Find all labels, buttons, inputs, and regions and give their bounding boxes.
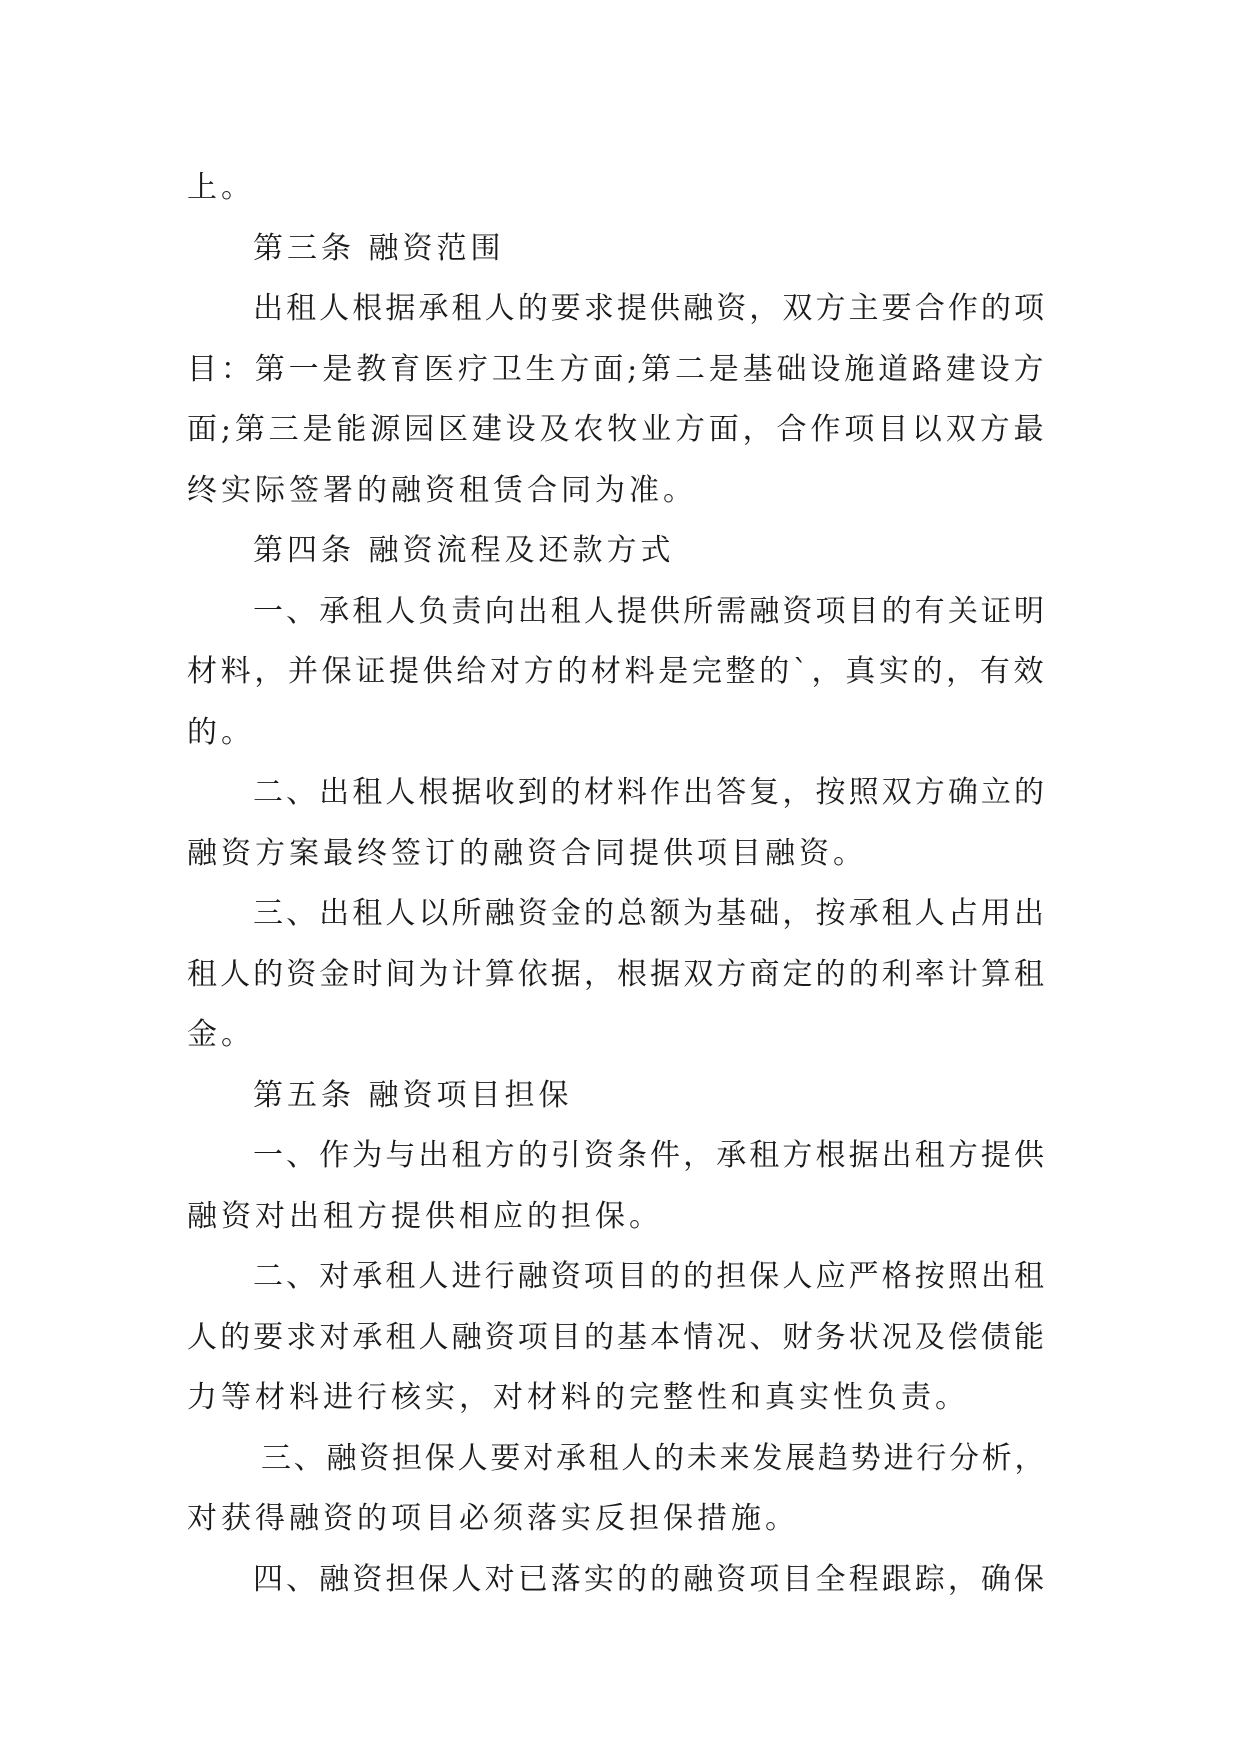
article-heading: 第三条 融资范围 [253,230,505,266]
text-line: 力等材料进行核实，对材料的完整性和真实性负责。 [187,1380,969,1415]
text-line: 的。 [187,714,255,750]
text-line: 融资对出租方提供相应的担保。 [187,1198,663,1234]
text-line: 目：第一是教育医疗卫生方面;第二是基础设施道路建设方 [187,351,1047,387]
text-line: 租人的资金时间为计算依据，根据双方商定的的利率计算租 [187,956,1047,992]
article-heading: 第四条 融资流程及还款方式 [253,533,675,568]
text-line: 二、对承租人进行融资项目的的担保人应严格按照出租 [253,1259,1047,1294]
text-line: 面;第三是能源园区建设及农牧业方面，合作项目以双方最 [187,412,1047,447]
text-line: 一、作为与出租方的引资条件，承租方根据出租方提供 [253,1138,1047,1173]
text-line: 终实际签署的融资租赁合同为准。 [187,472,697,508]
text-line: 人的要求对承租人融资项目的基本情况、财务状况及偿债能 [187,1319,1047,1355]
text-line: 二、出租人根据收到的材料作出答复，按照双方确立的 [253,775,1047,810]
text-line: 出租人根据承租人的要求提供融资，双方主要合作的项 [253,291,1047,326]
document-page [187,158,1047,1610]
text-line: 对获得融资的项目必须落实反担保措施。 [187,1501,799,1536]
text-line: 金。 [187,1017,255,1052]
text-line: 上。 [187,170,255,205]
text-line: 三、融资担保人要对承租人的未来发展趋势进行分析， [261,1440,1047,1476]
text-line: 三、出租人以所融资金的总额为基础，按承租人占用出 [253,896,1047,931]
article-heading: 第五条 融资项目担保 [253,1077,573,1113]
text-line: 四、融资担保人对已落实的的融资项目全程跟踪，确保 [253,1561,1047,1597]
text-line: 一、承租人负责向出租人提供所需融资项目的有关证明 [253,593,1047,629]
text-line: 材料，并保证提供给对方的材料是完整的`，真实的，有效 [187,654,1047,689]
text-line: 融资方案最终签订的融资合同提供项目融资。 [187,835,867,871]
